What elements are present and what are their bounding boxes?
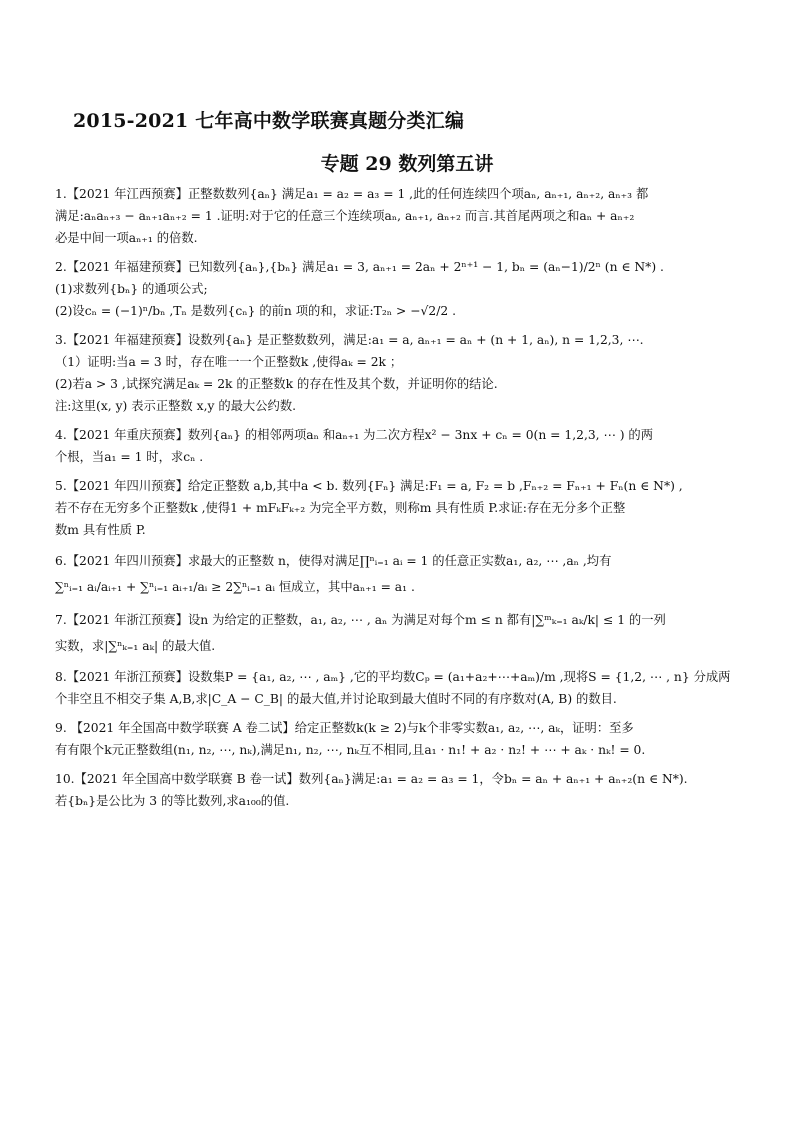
problem-line: 注:这里(x, y) 表示正整数 x,y 的最大公约数. <box>55 399 297 413</box>
problem-line: ∑ⁿᵢ₌₁ aᵢ/aᵢ₊₁ + ∑ⁿᵢ₌₁ aᵢ₊₁/aᵢ ≥ 2∑ⁿᵢ₌₁ aᵢ 恒成立，其中aₙ₊₁ = a₁ . <box>55 580 415 594</box>
document-subtitle: 专题 29 数列第五讲 <box>320 153 494 175</box>
problem-6 <box>55 548 745 600</box>
problem-4 <box>55 424 745 468</box>
problem-line: 7.【2021 年浙江预赛】设n 为给定的正整数，a₁, a₂, ⋯ , aₙ 为满足对每个m ≤ n 都有|∑ᵐₖ₌₁ aₖ/k| ≤ 1 的一列 <box>55 613 666 627</box>
problem-line: 个根，当a₁ = 1 时，求cₙ . <box>55 450 204 464</box>
problem-7 <box>55 607 745 659</box>
problem-line: 必是中间一项aₙ₊₁ 的倍数. <box>55 231 198 245</box>
problem-line: 9. 【2021 年全国高中数学联赛 A 卷二试】给定正整数k(k ≥ 2)与k个非零实数a₁, a₂, ⋯, aₖ，证明：至多 <box>55 721 634 735</box>
problem-line: 若不存在无穷多个正整数k ,使得1 + mFₖFₖ₊₂ 为完全平方数，则称m 具有性质 P.求证:存在无分多个正整 <box>55 501 626 515</box>
problem-line: 8.【2021 年浙江预赛】设数集P = {a₁, a₂, ⋯ , aₘ} ,它的平均数Cₚ = (a₁+a₂+⋯+aₘ)/m ,现将S = {1,2, ⋯ , n} 分成两 <box>55 670 731 684</box>
problem-2 <box>55 256 745 322</box>
problem-line: 满足:aₙaₙ₊₃ − aₙ₊₁aₙ₊₂ = 1 .证明:对于它的任意三个连续项aₙ, aₙ₊₁, aₙ₊₂ 而言.其首尾两项之和aₙ + aₙ₊₂ <box>55 209 635 223</box>
problem-line: （1）证明:当a = 3 时，存在唯一一个正整数k ,使得aₖ = 2k ； <box>55 355 403 369</box>
problem-line: 数m 具有性质 P. <box>55 523 146 537</box>
document-title: 2015-2021 七年高中数学联赛真题分类汇编 <box>73 110 465 132</box>
problem-8 <box>55 666 745 710</box>
problem-line: 实数，求|∑ⁿₖ₌₁ aₖ| 的最大值. <box>55 639 216 653</box>
problem-line: 4.【2021 年重庆预赛】数列{aₙ} 的相邻两项aₙ 和aₙ₊₁ 为二次方程x² − 3nx + cₙ = 0(n = 1,2,3, ⋯ ) 的两 <box>55 428 654 442</box>
problem-line: (2)若a > 3 ,试探究满足aₖ = 2k 的正整数k 的存在性及其个数，并证明你的结论. <box>55 377 498 391</box>
problem-list <box>55 183 745 819</box>
problem-9 <box>55 717 745 761</box>
problem-line: 2.【2021 年福建预赛】已知数列{aₙ},{bₙ} 满足a₁ = 3, aₙ₊₁ = 2aₙ + 2ⁿ⁺¹ − 1, bₙ = (aₙ−1)/2ⁿ (n ∈ N*) . <box>55 260 664 274</box>
problem-line: 有有限个k元正整数组(n₁, n₂, ⋯, nₖ),满足n₁, n₂, ⋯, nₖ互不相同,且a₁ · n₁! + a₂ · n₂! + ⋯ + aₖ · nₖ! = 0. <box>55 743 646 757</box>
problem-10 <box>55 768 745 812</box>
problem-line: 1.【2021 年江西预赛】正整数数列{aₙ} 满足a₁ = a₂ = a₃ = 1 ,此的任何连续四个项aₙ, aₙ₊₁, aₙ₊₂, aₙ₊₃ 都 <box>55 187 649 201</box>
problem-line: 5.【2021 年四川预赛】给定正整数 a,b,其中a < b. 数列{Fₙ} 满足:F₁ = a, F₂ = b ,Fₙ₊₂ = Fₙ₊₁ + Fₙ(n ∈ N*) , <box>55 479 683 493</box>
problem-line: 6.【2021 年四川预赛】求最大的正整数 n，使得对满足∏ⁿᵢ₌₁ aᵢ = 1 的任意正实数a₁, a₂, ⋯ ,aₙ ,均有 <box>55 554 612 568</box>
problem-line: (2)设cₙ = (−1)ⁿ/bₙ ,Tₙ 是数列{cₙ} 的前n 项的和，求证:T₂ₙ > −√2/2 . <box>55 304 456 318</box>
problem-line: 10.【2021 年全国高中数学联赛 B 卷一试】数列{aₙ}满足:a₁ = a₂ = a₃ = 1，令bₙ = aₙ + aₙ₊₁ + aₙ₊₂(n ∈ N*). <box>55 772 688 786</box>
problem-1 <box>55 183 745 249</box>
problem-3 <box>55 329 745 417</box>
problem-5 <box>55 475 745 541</box>
problem-line: 个非空且不相交子集 A,B,求|C_A − C_B| 的最大值,并讨论取到最大值时不同的有序数对(A, B) 的数目. <box>55 692 617 706</box>
problem-line: 若{bₙ}是公比为 3 的等比数列,求a₁₀₀的值. <box>55 794 290 808</box>
problem-line: (1)求数列{bₙ} 的通项公式; <box>55 282 208 296</box>
problem-line: 3.【2021 年福建预赛】设数列{aₙ} 是正整数数列，满足:a₁ = a, aₙ₊₁ = aₙ + (n + 1, aₙ), n = 1,2,3, ⋯. <box>55 333 644 347</box>
